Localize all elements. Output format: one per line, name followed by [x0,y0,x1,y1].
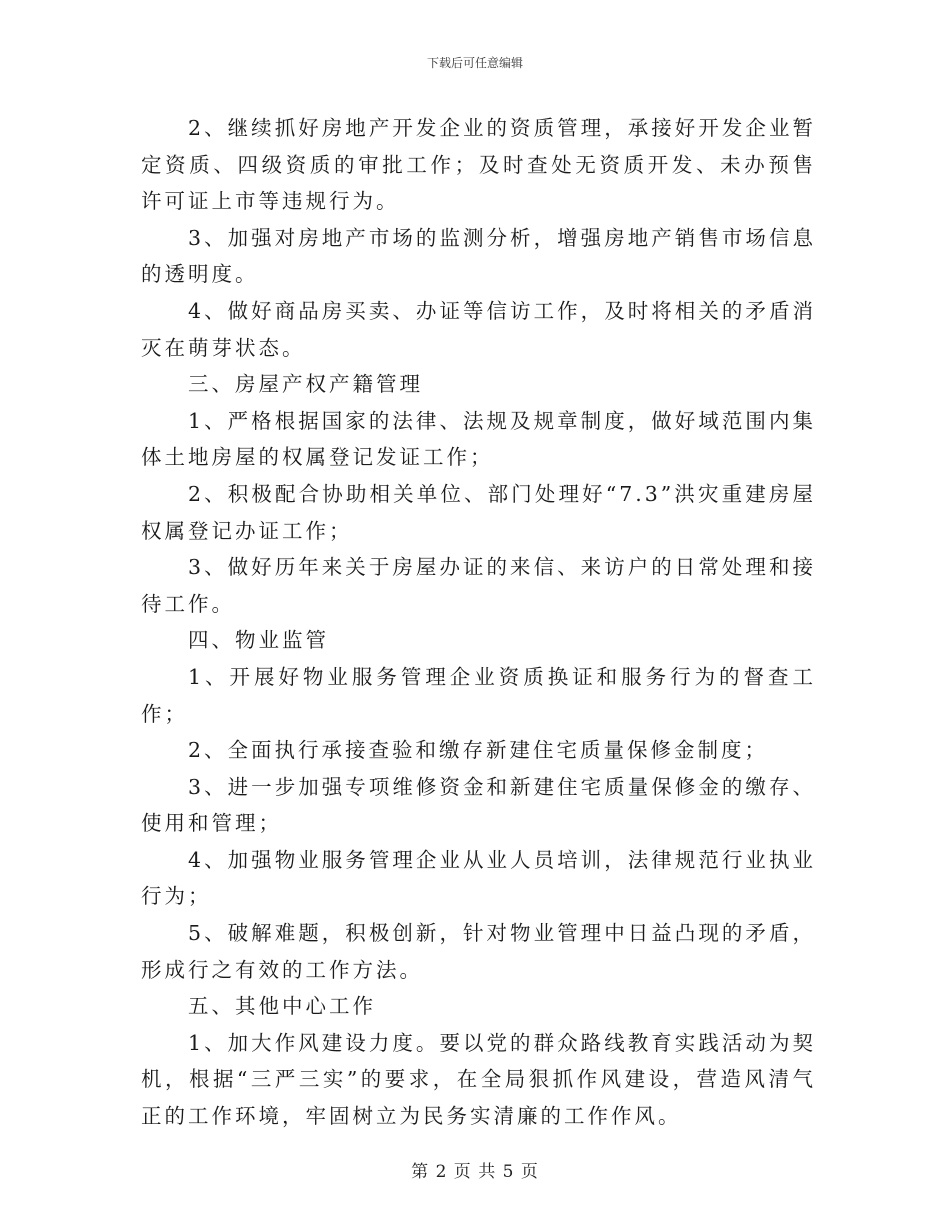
paragraph-work-style: 1、加大作风建设力度。要以党的群众路线教育实践活动为契机，根据“三严三实”的要求，在全局狠抓作风建设，营造风清气正的工作环境，牢固树立为民务实清廉的工作作风。 [141,1030,816,1129]
page-header: 下载后可任意编辑 [426,56,523,70]
paragraph-maintenance-funds: 3、进一步加强专项维修资金和新建住宅质量保修金的缴存、使用和管理； [141,774,816,836]
document-body [141,110,816,1135]
paragraph-ownership-registration: 1、严格根据国家的法律、法规及规章制度，做好域范围内集体土地房屋的权属登记发证工作； [141,408,816,470]
paragraph-innovation: 5、破解难题，积极创新，针对物业管理中日益凸现的矛盾，形成行之有效的工作方法。 [141,921,816,982]
page-number-footer: 第 2 页 共 5 页 [411,1162,539,1182]
paragraph-inspection-warranty: 2、全面执行承接查验和缴存新建住宅质量保修金制度； [188,738,769,763]
paragraph-staff-training: 4、加强物业服务管理企业从业人员培训，法律规范行业执业行为； [141,847,816,909]
paragraph-petition-work: 4、做好商品房买卖、办证等信访工作，及时将相关的矛盾消灭在萌芽状态。 [141,298,816,360]
paragraph-developer-qualification: 2、继续抓好房地产开发企业的资质管理，承接好开发企业暂定资质、四级资质的审批工作；及时查处无资质开发、未办预售许可证上市等违规行为。 [141,116,816,214]
section-heading-other-work: 五、其他中心工作 [188,994,376,1019]
paragraph-letters-visits: 3、做好历年来关于房屋办证的来信、来访户的日常处理和接待工作。 [141,555,816,616]
paragraph-flood-rebuild-registration: 2、积极配合协助相关单位、部门处理好“7.3”洪灾重建房屋权属登记办证工作； [141,481,816,543]
section-heading-property-rights: 三、房屋产权产籍管理 [188,372,423,397]
section-heading-property-supervision: 四、物业监管 [188,628,329,653]
paragraph-market-monitoring: 3、加强对房地产市场的监测分析，增强房地产销售市场信息的透明度。 [141,225,816,287]
paragraph-qualification-renewal: 1、开展好物业服务管理企业资质换证和服务行为的督查工作； [141,664,816,726]
